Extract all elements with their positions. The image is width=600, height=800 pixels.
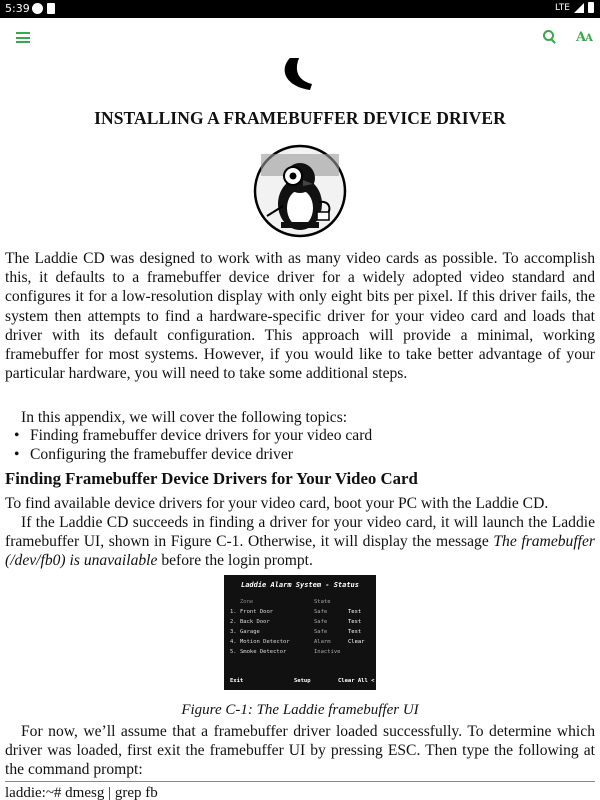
section-title: Finding Framebuffer Device Drivers for Your Video Card <box>5 469 418 488</box>
row-number: 3. <box>230 629 237 635</box>
book-page[interactable] <box>5 58 595 800</box>
status-bar <box>0 0 600 18</box>
paragraph-appendix-topics: In this appendix, we will cover the following topics: <box>21 409 348 426</box>
row-zone: Smoke Detector <box>240 649 287 655</box>
topics-list <box>5 426 595 464</box>
figure-footer-clear: Clear All < <box>338 678 375 684</box>
row-zone: Motion Detector <box>240 639 290 645</box>
figure-caption: Figure C-1: The Laddie framebuffer UI <box>181 702 419 718</box>
paragraph-boot: To find available device drivers for your video card, boot your PC with the Laddie CD. <box>5 495 549 512</box>
status-right <box>555 2 594 13</box>
chapter-letter-art <box>270 58 330 92</box>
paragraph-driver-found <box>5 513 595 571</box>
figure-footer-setup: Setup <box>294 678 311 684</box>
row-action: Clear <box>348 639 365 645</box>
paragraph-intro: The Laddie CD was designed to work with as many video cards as possible. To accomplish this, it defaults to a framebuffer device driver for a widely adopted video standard and configures it for a low-resolution display with only eight bits per pixel. If this driver fails, the system then attempts to find a hardware-specific driver for your video card and loads that driver with its default configuration. This approach will provide a minimal, working framebuffer for most systems. However, if you would like to take better advantage of your particular hardware, you will need to take some additional steps. <box>5 250 595 383</box>
code-divider <box>5 781 595 782</box>
row-number: 2. <box>230 619 237 625</box>
row-state: Safe <box>314 629 328 635</box>
row-state: Safe <box>314 609 328 615</box>
paragraph-text: If the Laddie CD succeeds in finding a driver for your video card, it will launch the Laddie framebuffer UI, shown in Figure C-1. Otherwise, it will display the message <box>5 514 595 551</box>
framebuffer-unavailable-message: The framebuffer (/dev/fb0) is unavailable <box>5 533 595 570</box>
row-number: 1. <box>230 609 237 615</box>
menu-icon[interactable] <box>16 32 30 43</box>
row-state: Alarm <box>314 639 331 645</box>
row-number: 4. <box>230 639 237 645</box>
penguin-mascot-illustration <box>253 144 347 238</box>
battery-icon <box>588 2 594 13</box>
figure-footer-exit: Exit <box>230 678 244 684</box>
signal-icon <box>574 3 584 13</box>
paragraph-assume-loaded: For now, we’ll assume that a framebuffer driver loaded successfully. To determine which driver was loaded, first exit the framebuffer UI by pressing ESC. Then type the following at the command prompt: <box>5 723 595 779</box>
row-number: 5. <box>230 649 237 655</box>
row-action: Test <box>348 619 362 625</box>
row-action: Test <box>348 609 362 615</box>
row-zone: Garage <box>240 629 260 635</box>
reader-toolbar <box>0 18 600 58</box>
notification-app-icon <box>32 3 43 14</box>
network-type: LTE <box>555 2 570 13</box>
sd-card-icon <box>47 3 55 14</box>
list-item: • Finding framebuffer device drivers for your video card <box>30 426 595 445</box>
paragraph-text: before the login prompt. <box>157 552 313 570</box>
row-state: Inactive <box>314 649 341 655</box>
framebuffer-ui-figure <box>224 575 376 690</box>
font-settings-icon[interactable]: AA <box>576 30 592 45</box>
figure-header-zone: Zone <box>240 599 254 605</box>
row-zone: Back Door <box>240 619 270 625</box>
status-notification-icons <box>32 3 55 14</box>
search-icon[interactable] <box>543 30 557 44</box>
row-state: Safe <box>314 619 328 625</box>
code-command: laddie:~# dmesg | grep fb <box>5 785 158 800</box>
row-zone: Front Door <box>240 609 274 615</box>
list-item: • Configuring the framebuffer device driver <box>30 445 595 464</box>
figure-ui-title: Laddie Alarm System - Status <box>240 581 359 589</box>
chapter-title: INSTALLING A FRAMEBUFFER DEVICE DRIVER <box>94 108 506 128</box>
figure-header-state: State <box>314 599 331 605</box>
row-action: Test <box>348 629 362 635</box>
status-time: 5:39 <box>5 2 30 15</box>
